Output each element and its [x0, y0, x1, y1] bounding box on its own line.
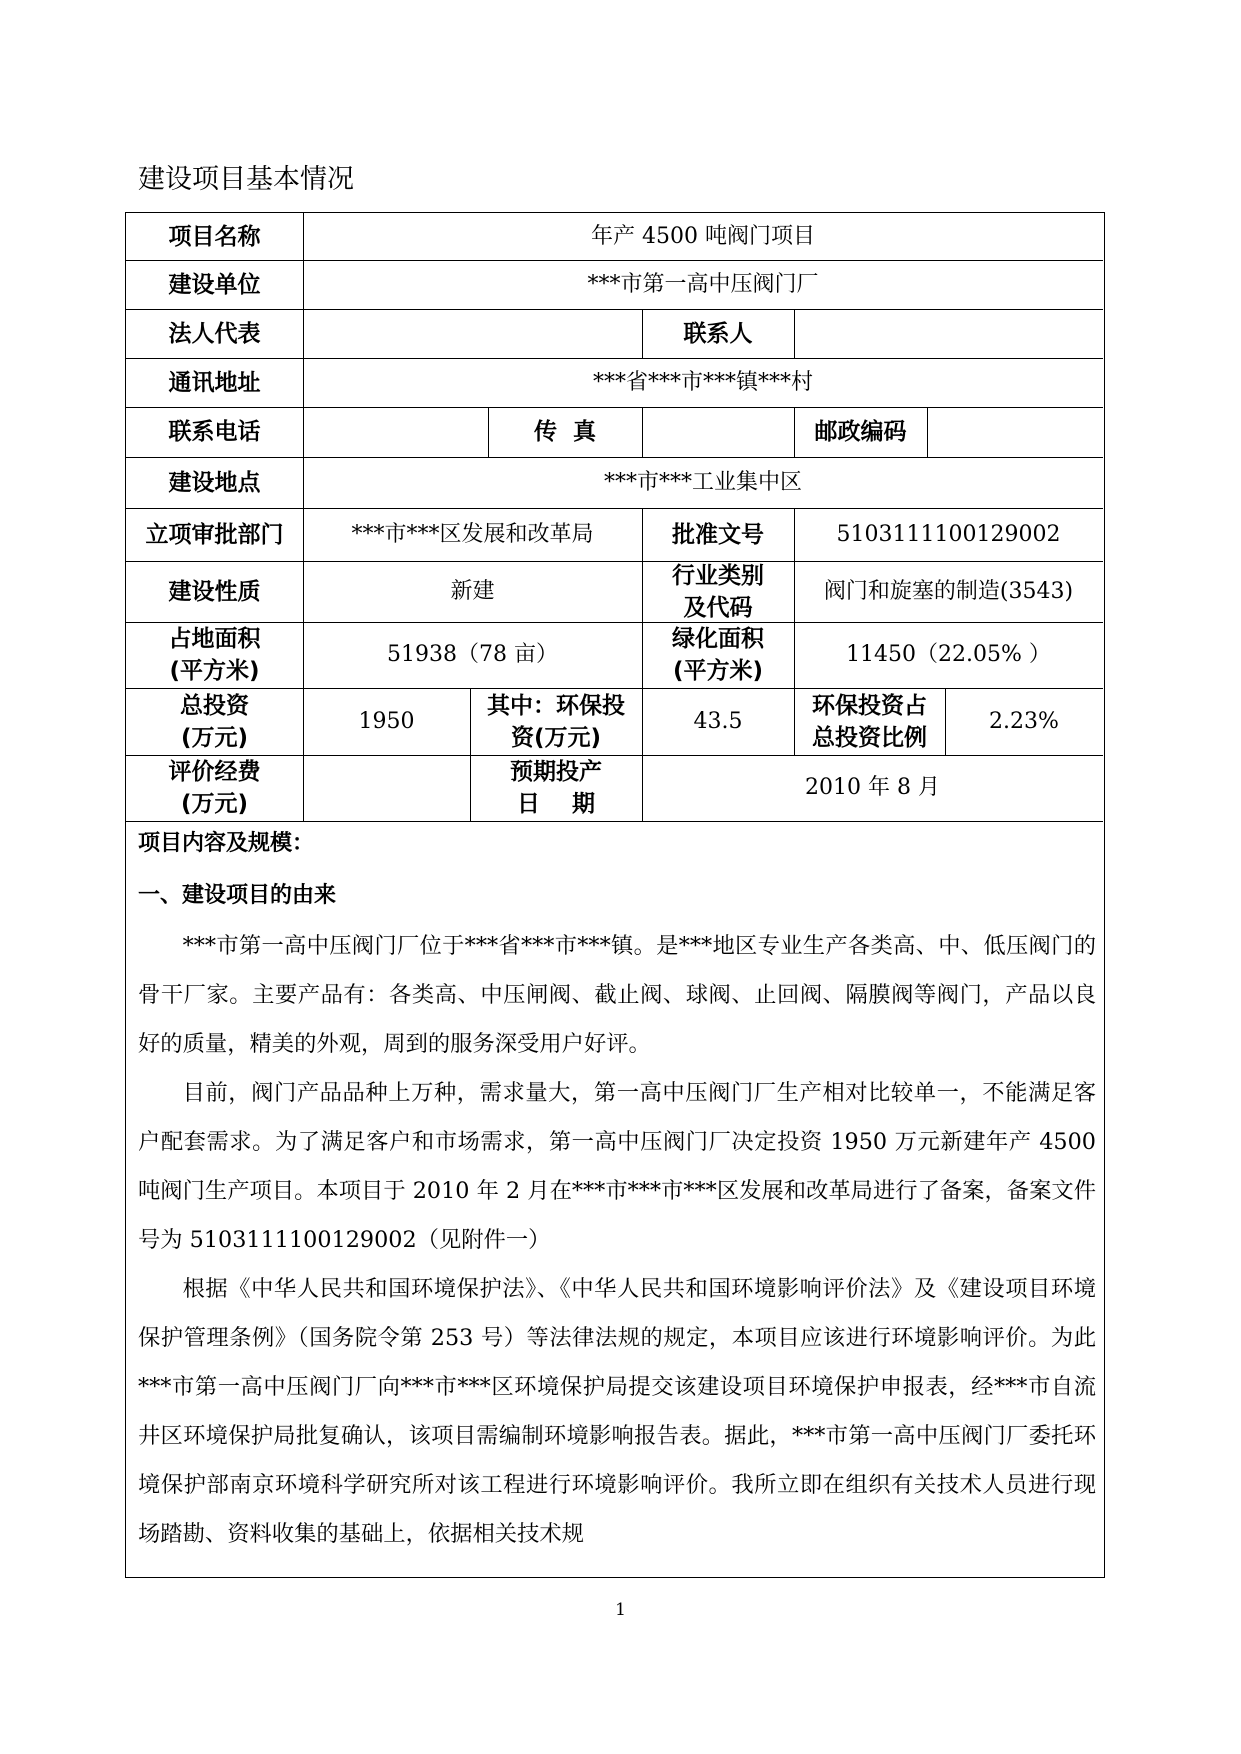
- green-area-label-line1: 绿化面积: [672, 626, 764, 652]
- production-date-value: 2010 年 8 月: [805, 775, 940, 800]
- env-ratio-label-line1: 环保投资占: [812, 692, 927, 719]
- postcode-label: 邮政编码: [814, 419, 907, 445]
- address-label: 通讯地址: [168, 369, 261, 396]
- industry-code-label-line1: 行业类别: [672, 562, 764, 589]
- total-invest-value: 1950: [358, 708, 415, 734]
- eval-fee-label-line2: (万元): [180, 791, 249, 817]
- builder-value: ***市第一高中压阀门厂: [587, 271, 819, 297]
- contact-person-value: [794, 309, 1103, 358]
- eval-fee-label-line1: 评价经费: [168, 759, 261, 785]
- page-number: 1: [615, 1600, 626, 1620]
- env-ratio-label: [794, 688, 945, 755]
- paragraph: 根据《中华人民共和国环境保护法》、《中华人民共和国环境影响评价法》及《建设项目环境保护管理条例》（国务院令第 253 号）等法律法规的规定，本项目应该进行环境影响评价。为此***市第一高中压阀门厂向***市***区环境保护局提交该建设项目环境保护申报表，经***市自流井区环境保护局批复确认，该项目需编制环境影响报告表。据此，***市第一高中压阀门厂委托环境保护部南京环境科学研究所对该工程进行环境影响评价。我所立即在组织有关技术人员进行现场踏勘、资料收集的基础上，依据相关技术规: [138, 1276, 1096, 1547]
- env-invest-value: 43.5: [693, 708, 743, 734]
- postcode-value: [927, 407, 1103, 457]
- project-name-value: 年产 4500 吨阀门项目: [591, 223, 815, 249]
- production-date-label-line1: 预期投产: [510, 759, 602, 785]
- project-name-label: 项目名称: [168, 223, 261, 250]
- content-heading: 项目内容及规模：: [138, 831, 315, 856]
- fax-label: 传 真: [533, 419, 596, 445]
- eval-fee-label: [126, 755, 303, 821]
- industry-code-value: 阀门和旋塞的制造(3543): [823, 578, 1074, 604]
- approval-no-value: 5103111100129002: [836, 521, 1061, 547]
- site-value: ***市***工业集中区: [603, 469, 802, 495]
- industry-code-label-line2: 及代码: [683, 594, 753, 621]
- total-invest-label-line2: (万元): [180, 724, 249, 751]
- approval-dept-label: 立项审批部门: [145, 521, 284, 548]
- env-ratio-label-line2: 总投资比例: [812, 724, 927, 751]
- fax-value: [642, 407, 794, 457]
- section-heading: 一、建设项目的由来: [138, 883, 337, 908]
- legal-rep-label: 法人代表: [168, 320, 261, 347]
- land-area-label-line2: (平方米): [169, 658, 260, 684]
- env-ratio-value: 2.23%: [989, 708, 1059, 734]
- builder-label: 建设单位: [168, 271, 261, 298]
- total-invest-label: [126, 688, 303, 755]
- site-label: 建设地点: [168, 469, 261, 496]
- total-invest-label-line1: 总投资: [180, 692, 249, 719]
- nature-value: 新建: [450, 578, 495, 604]
- env-invest-label-line1: 其中：环保投: [487, 692, 625, 719]
- page-title: 建设项目基本情况: [138, 164, 354, 195]
- production-date-label-line2: 日 期: [516, 791, 596, 817]
- env-invest-label-line2: 资(万元): [510, 724, 602, 751]
- project-content: [138, 818, 1096, 1559]
- legal-rep-value: [303, 309, 642, 358]
- approval-dept-value: ***市***区发展和改革局: [351, 521, 594, 547]
- paragraph: ***市第一高中压阀门厂位于***省***市***镇。是***地区专业生产各类高、中、低压阀门的骨干厂家。主要产品有：各类高、中压闸阀、截止阀、球阀、止回阀、隔膜阀等阀门，产品以良好的质量，精美的外观，周到的服务深受用户好评。: [138, 933, 1096, 1057]
- env-invest-label: [470, 688, 642, 755]
- industry-code-label: [642, 561, 794, 622]
- project-info-form: [125, 212, 1105, 1578]
- land-area-value: 51938（78 亩）: [387, 642, 558, 667]
- phone-value: [303, 407, 488, 457]
- approval-no-label: 批准文号: [672, 521, 764, 548]
- land-area-label-line1: 占地面积: [168, 626, 261, 652]
- land-area-label: [126, 622, 303, 688]
- paragraph: 目前，阀门产品品种上万种，需求量大，第一高中压阀门厂生产相对比较单一，不能满足客户配套需求。为了满足客户和市场需求，第一高中压阀门厂决定投资 1950 万元新建年产 4500 吨阀门生产项目。本项目于 2010 年 2 月在***市***市***区发展和改革局进行了备案，备案文件号为 5103111100129002（见附件一）: [138, 1080, 1096, 1253]
- green-area-label: [642, 622, 794, 688]
- eval-fee-value: [303, 755, 470, 821]
- contact-person-label: 联系人: [683, 320, 753, 347]
- phone-label: 联系电话: [168, 419, 261, 445]
- address-value: ***省***市***镇***村: [592, 369, 813, 395]
- green-area-value: 11450（22.05% ）: [846, 642, 1051, 667]
- green-area-label-line2: (平方米): [672, 658, 764, 684]
- production-date-label: [470, 755, 642, 821]
- nature-label: 建设性质: [168, 578, 261, 605]
